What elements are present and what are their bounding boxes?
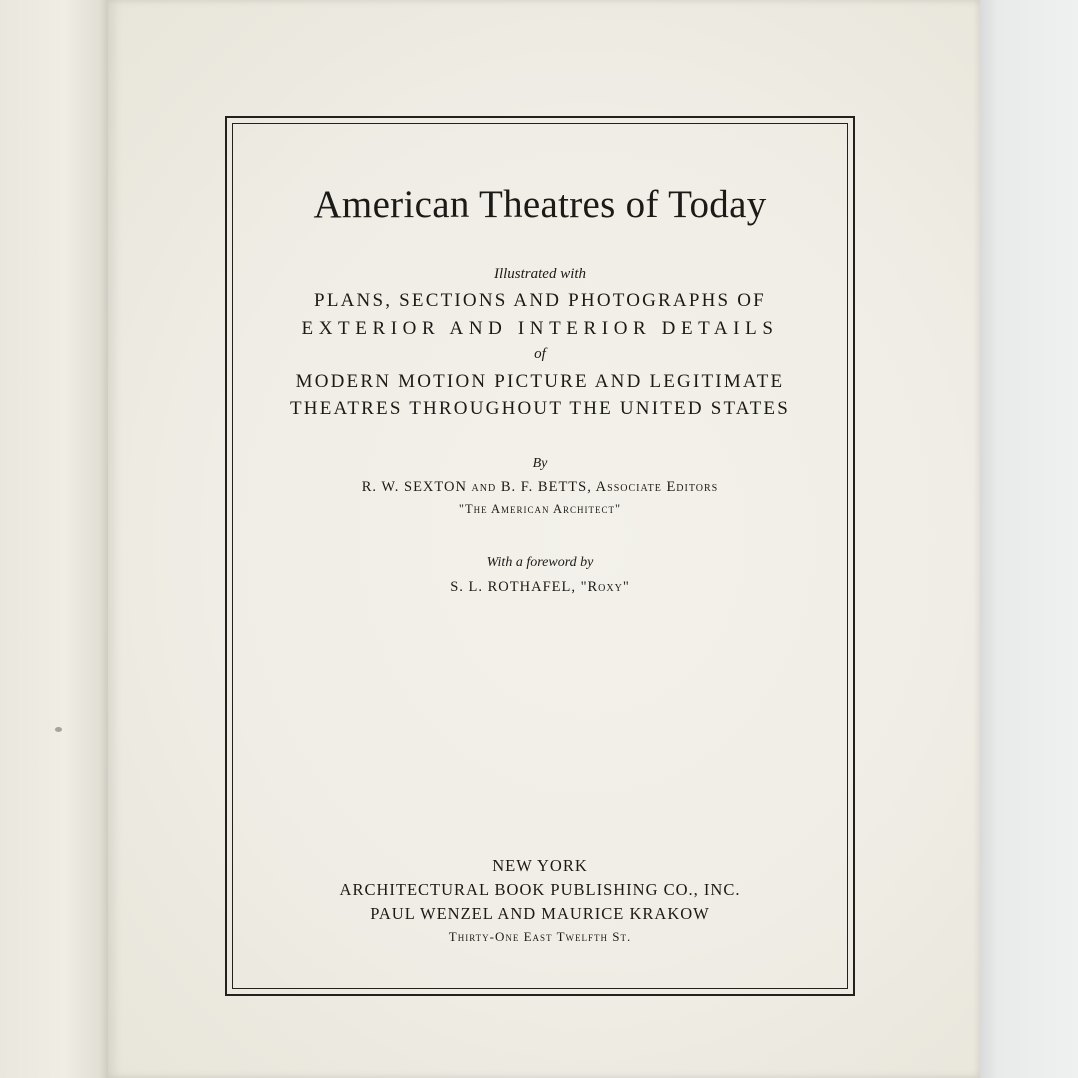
subtitle-line-3: MODERN MOTION PICTURE AND LEGITIMATE xyxy=(295,371,785,392)
city: NEW YORK xyxy=(492,856,588,875)
publisher: ARCHITECTURAL BOOK PUBLISHING CO., INC. xyxy=(339,880,741,899)
book-title: American Theatres of Today xyxy=(313,183,767,226)
left-page xyxy=(0,0,108,1078)
title-page-content xyxy=(227,118,853,994)
illustrated-with: Illustrated with xyxy=(493,266,587,282)
authors: R. W. SEXTON and B. F. BETTS, Associate Editors xyxy=(361,479,719,495)
double-rule-border xyxy=(225,116,855,996)
by-label: By xyxy=(532,456,548,471)
page-spot xyxy=(55,727,62,732)
background-surface xyxy=(978,0,1078,1078)
foreword-author: S. L. ROTHAFEL, "Roxy" xyxy=(450,579,630,595)
publication-name: "The American Architect" xyxy=(458,502,622,516)
subtitle-line-4: THEATRES THROUGHOUT THE UNITED STATES xyxy=(290,398,790,419)
publisher-people: PAUL WENZEL AND MAURICE KRAKOW xyxy=(370,904,710,923)
of-connector: of xyxy=(534,346,546,362)
publisher-address: Thirty-One East Twelfth St. xyxy=(448,929,632,944)
subtitle-line-2: EXTERIOR AND INTERIOR DETAILS xyxy=(301,318,779,339)
foreword-label: With a foreword by xyxy=(486,555,594,570)
subtitle-line-1: PLANS, SECTIONS AND PHOTOGRAPHS OF xyxy=(314,290,766,311)
title-page xyxy=(108,0,980,1078)
